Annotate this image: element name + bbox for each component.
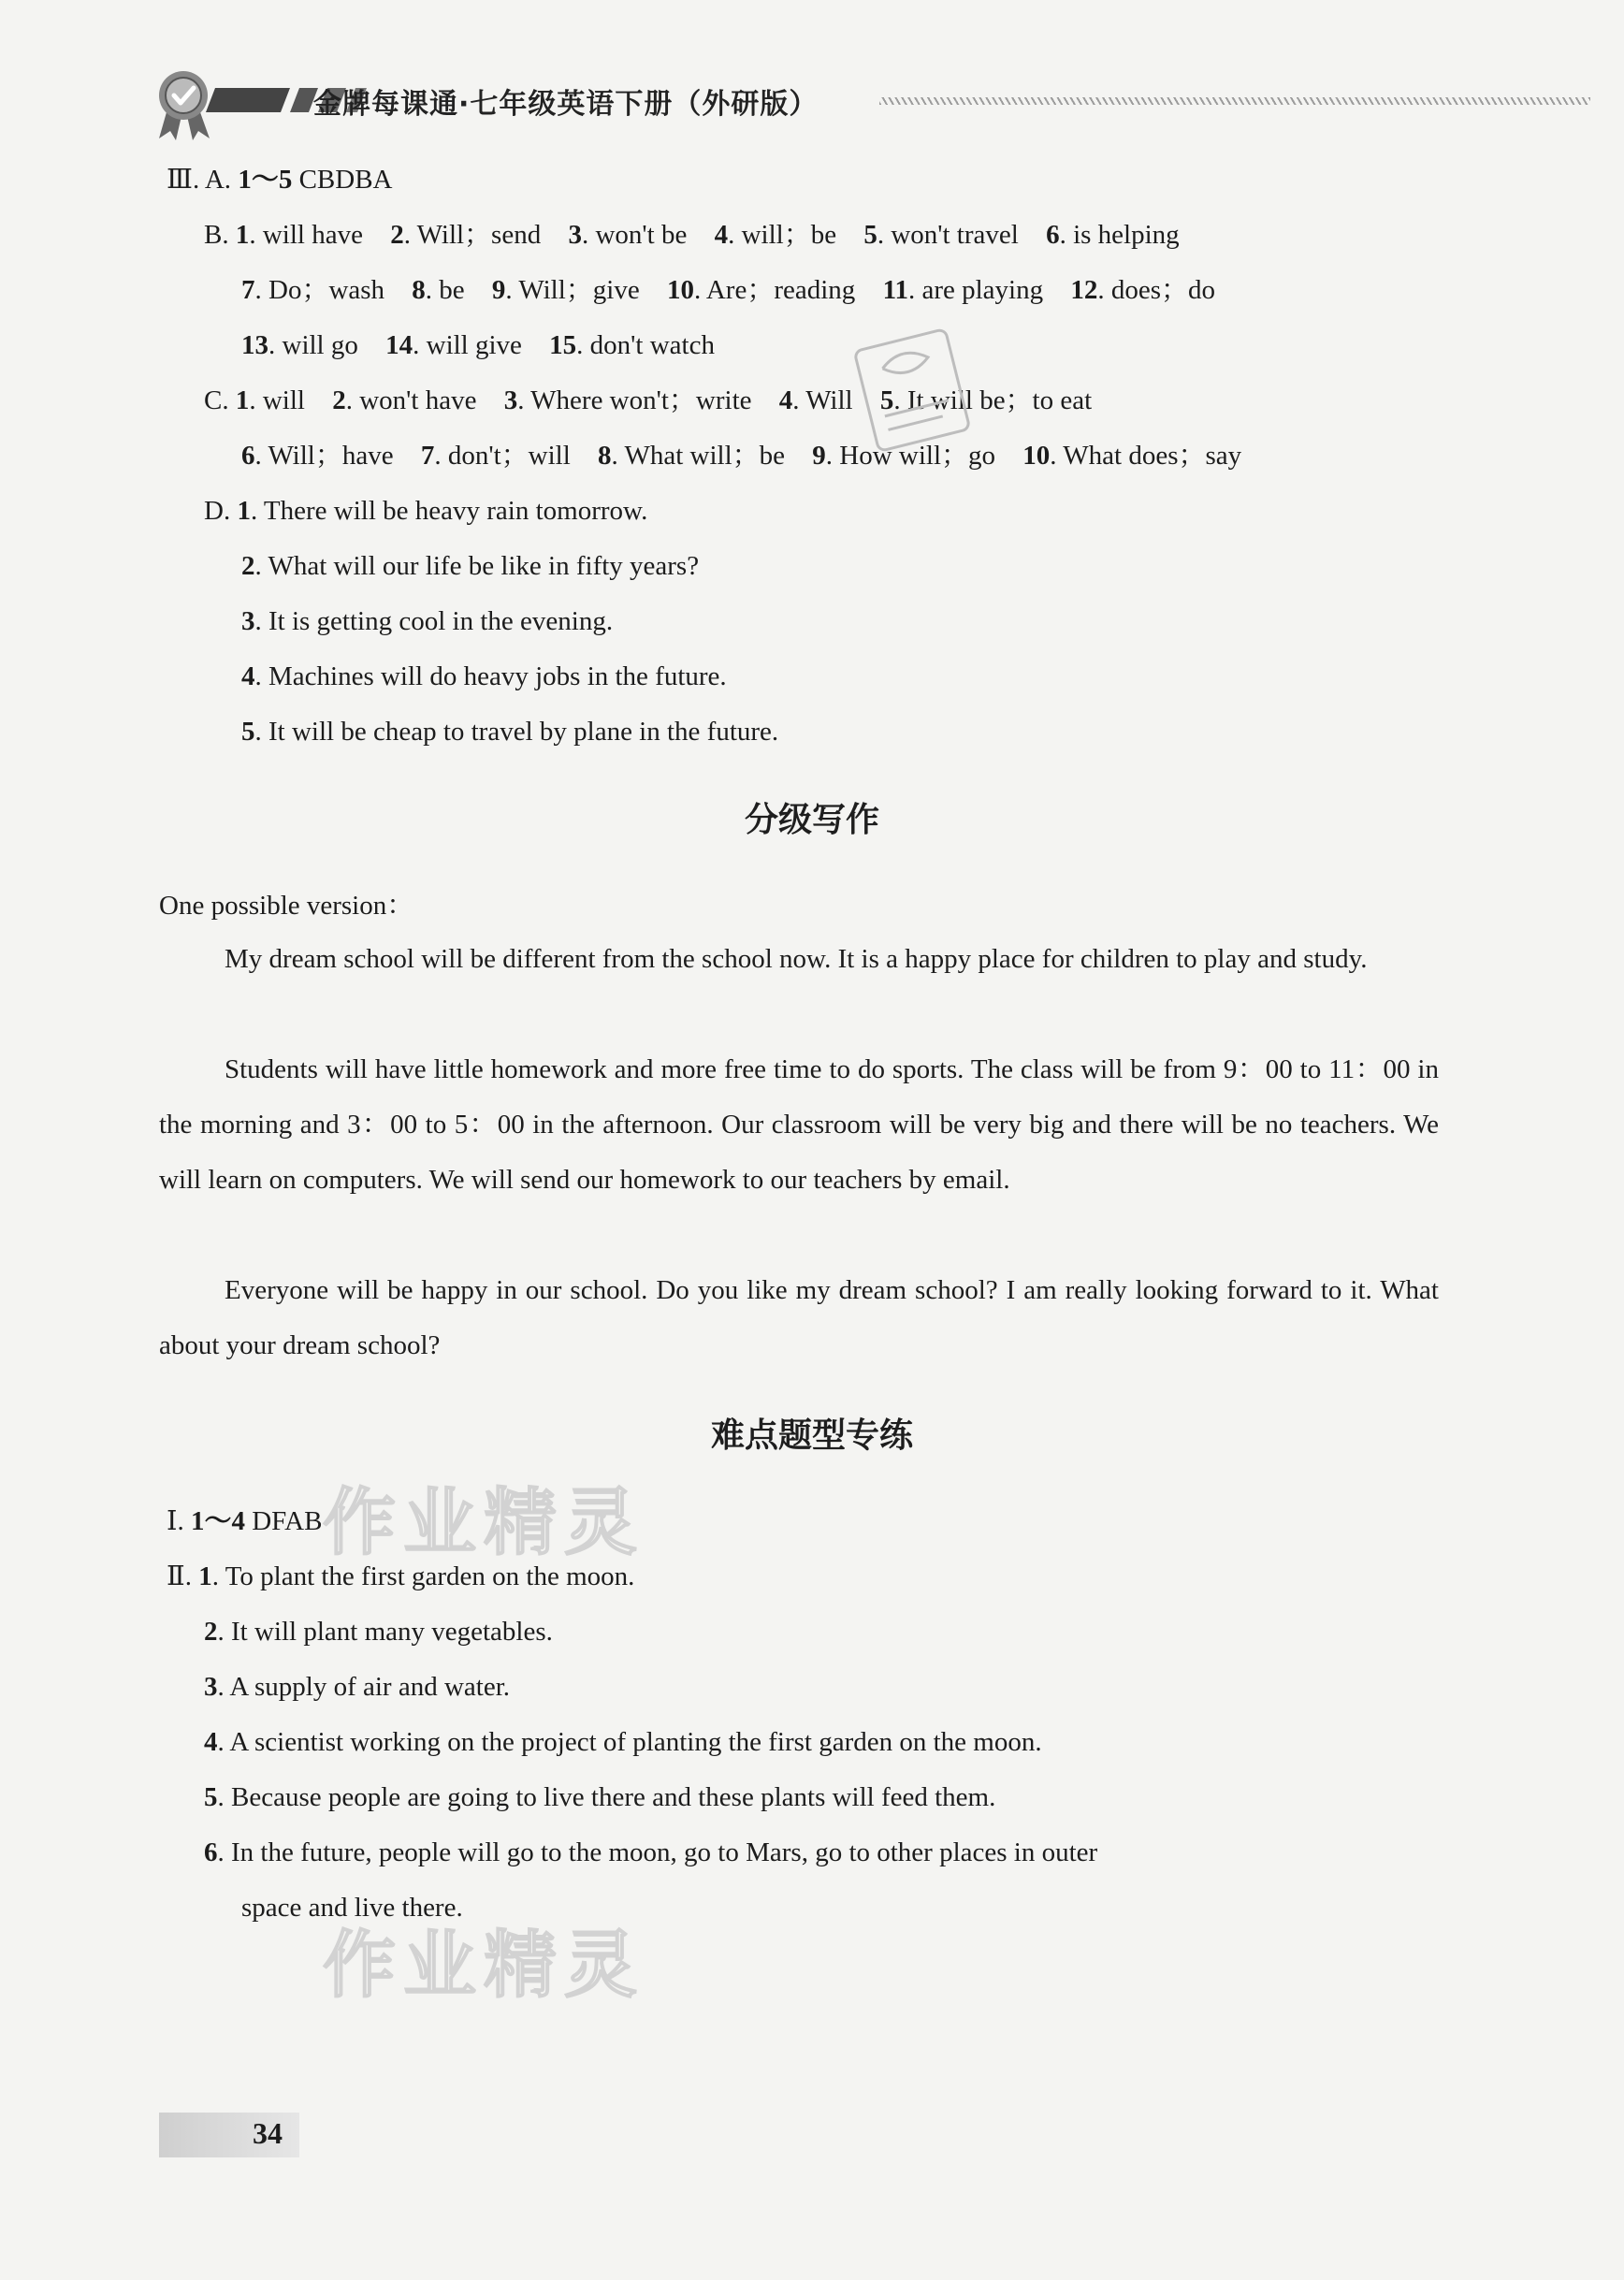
book-title: 金牌每课通·七年级英语下册（外研版） bbox=[313, 88, 819, 121]
header-rule bbox=[879, 97, 1590, 105]
difficult-answer-4: 4. A scientist working on the project of planting the first garden on the moon. bbox=[204, 1727, 1042, 1757]
difficult-answer-2: 2. It will plant many vegetables. bbox=[204, 1617, 553, 1647]
writing-intro: One possible version： bbox=[159, 891, 414, 921]
difficult-part1: Ⅰ. 1～4 DFAB bbox=[167, 1506, 323, 1536]
answer-line-3c-1: C. 1. will 2. won't have 3. Where won't；write 4. Will 5. It will be；to eat bbox=[204, 385, 1093, 415]
answer-line-3d-4: 4. Machines will do heavy jobs in the future. bbox=[241, 661, 727, 691]
answer-line-3a: Ⅲ. A. 1～5 CBDBA bbox=[167, 165, 393, 195]
answer-line-3c-2: 6. Will；have 7. don't；will 8. What will；be 9. How will；go 10. What does；say bbox=[241, 441, 1242, 471]
stamp-graphic bbox=[847, 320, 978, 460]
difficult-answer-1: Ⅱ. 1. To plant the first garden on the moon. bbox=[167, 1561, 635, 1591]
essay-paragraph-2: Students will have little homework and more free time to do sports. The class will be from 9：00 to 11：00 in the morning and 3：00 to 5：00 in the afternoon. Our classroom will be very big and there will be no teachers. We will learn on computers. We will send our homework to our teachers by email. bbox=[159, 1054, 1439, 1195]
section-title-difficult: 难点题型专练 bbox=[710, 1416, 913, 1455]
answer-line-3d-3: 3. It is getting cool in the evening. bbox=[241, 606, 614, 636]
watermark-1: 作业精灵 bbox=[323, 1481, 645, 1565]
answer-line-3d-1: D. 1. There will be heavy rain tomorrow. bbox=[204, 496, 648, 526]
difficult-answer-3: 3. A supply of air and water. bbox=[204, 1672, 511, 1702]
difficult-answer-6-cont: space and live there. bbox=[241, 1893, 463, 1923]
section-title-writing: 分级写作 bbox=[744, 801, 879, 839]
watermark-2: 作业精灵 bbox=[323, 1924, 645, 2008]
answer-line-3b-3: 13. will go 14. will give 15. don't watch bbox=[241, 330, 715, 360]
page-number: 34 bbox=[253, 2116, 283, 2150]
answer-line-3b-2: 7. Do；wash 8. be 9. Will；give 10. Are；reading 11. are playing 12. does；do bbox=[241, 275, 1216, 305]
answer-line-3b-1: B. 1. will have 2. Will；send 3. won't be 4. will；be 5. won't travel 6. is helping bbox=[204, 220, 1180, 250]
difficult-answer-6: 6. In the future, people will go to the moon, go to Mars, go to other places in outer bbox=[204, 1837, 1098, 1867]
answer-line-3d-2: 2. What will our life be like in fifty years? bbox=[241, 551, 700, 581]
essay-paragraph-3: Everyone will be happy in our school. Do you like my dream school? I am really looking forward to it. What about your dream school? bbox=[159, 1275, 1439, 1360]
difficult-answer-5: 5. Because people are going to live there and these plants will feed them. bbox=[204, 1782, 996, 1812]
page-header bbox=[150, 67, 1441, 142]
answer-line-3d-5: 5. It will be cheap to travel by plane in the future. bbox=[241, 717, 779, 747]
essay-paragraph-1: My dream school will be different from the school now. It is a happy place for children to play and study. bbox=[225, 944, 1368, 974]
